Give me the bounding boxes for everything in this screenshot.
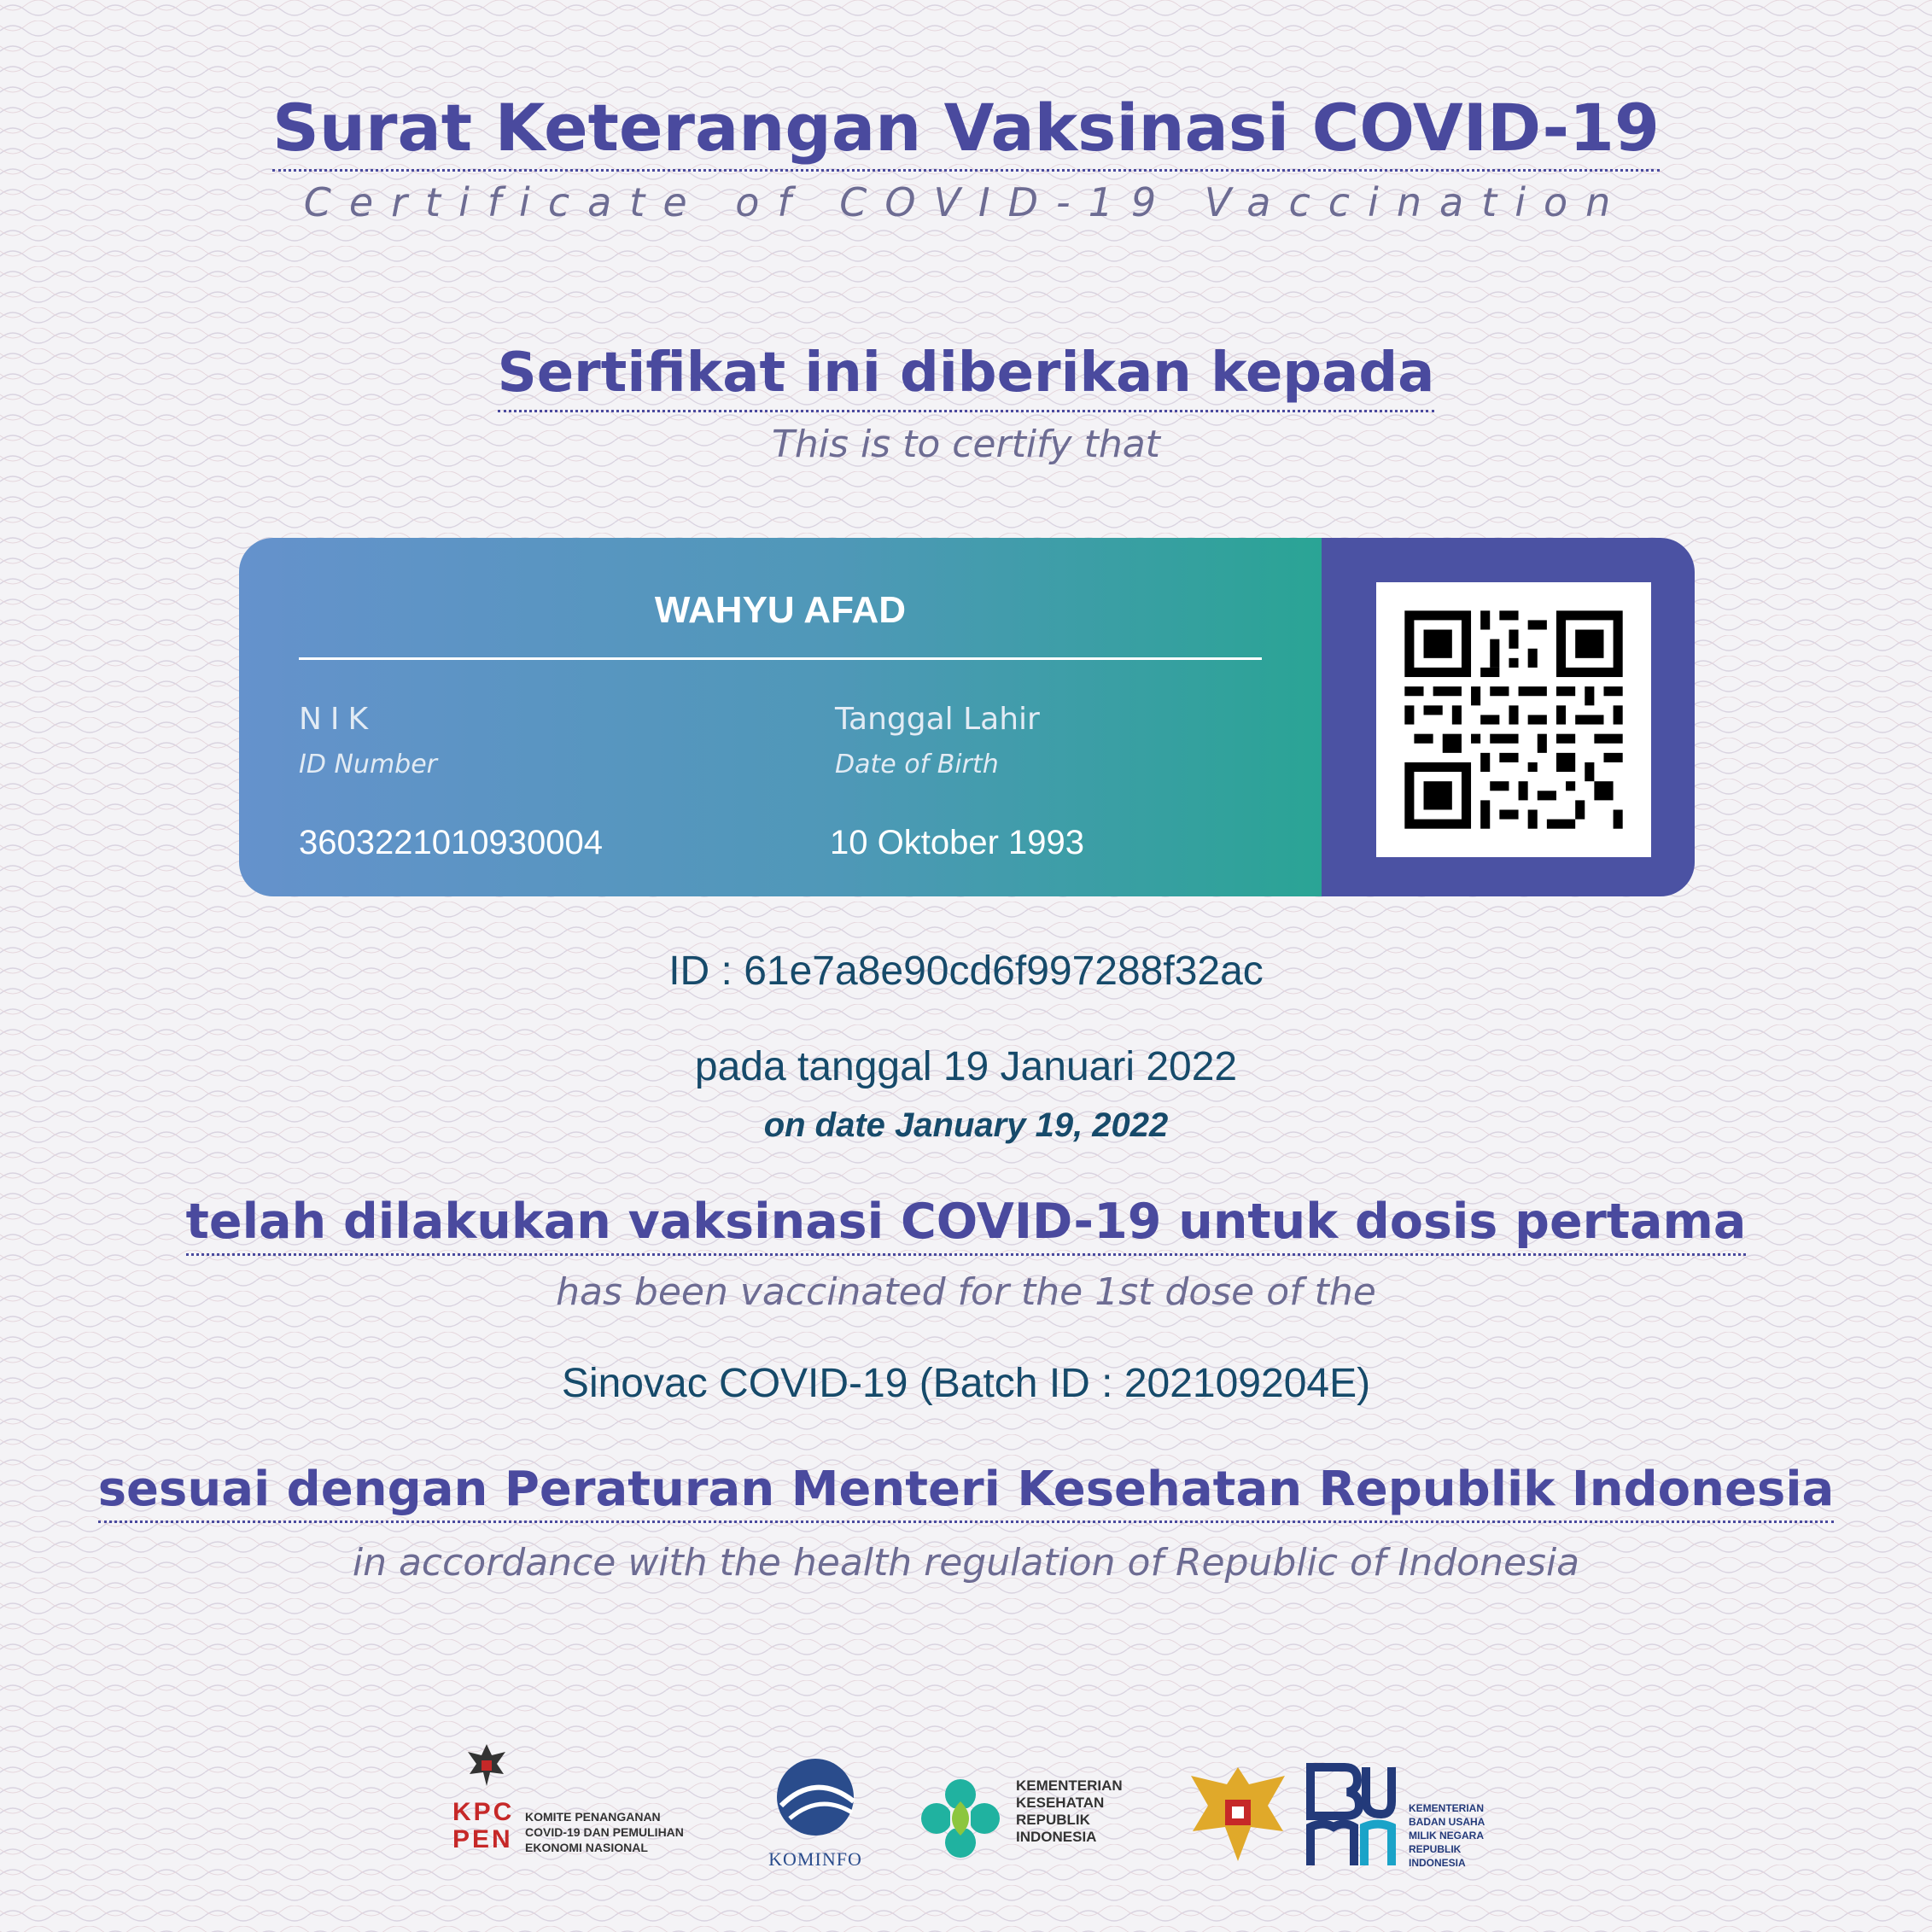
kominfo-icon: [768, 1754, 862, 1840]
nik-label-en: ID Number: [299, 750, 437, 779]
dose-statement-en: has been vaccinated for the 1st dose of the: [556, 1270, 1376, 1314]
garuda-pancasila-icon: [1182, 1759, 1293, 1870]
title-id: Surat Keterangan Vaksinasi COVID-19: [272, 90, 1660, 172]
qr-code[interactable]: [1376, 582, 1651, 857]
vaccination-date-en: on date January 19, 2022: [763, 1106, 1169, 1144]
holder-name: WAHYU AFAD: [654, 589, 907, 631]
regulation-statement-en: in accordance with the health regulation of Republic of Indonesia: [352, 1541, 1580, 1585]
bumn-icon: [1306, 1763, 1396, 1870]
holder-info-panel: [239, 538, 1322, 896]
garuda-icon: [461, 1740, 512, 1791]
intro-heading: Sertifikat ini diberikan kepada: [0, 341, 1932, 412]
kominfo-text: KOMINFO: [768, 1848, 862, 1870]
vaccine-batch: Sinovac COVID-19 (Batch ID : 202109204E): [561, 1361, 1371, 1406]
kemenkes-logo: KEMENTERIAN KESEHATAN REPUBLIK INDONESIA: [918, 1776, 1140, 1870]
certificate-title-en: Certificate of COVID-19 Vaccination: [303, 179, 1629, 225]
nik-label: NIK: [299, 702, 377, 737]
pen-text: PEN: [452, 1825, 513, 1853]
kpcpen-logo: KPC PEN KOMITE PENANGANAN COVID-19 DAN PEMULIHAN EKONOMI NASIONAL: [444, 1740, 709, 1868]
regulation-statement: sesuai dengan Peraturan Menteri Kesehatan Republik Indonesia: [0, 1462, 1932, 1523]
intro-subheading: This is to certify that: [772, 423, 1160, 466]
garuda-pancasila-logo: [1182, 1759, 1293, 1870]
kpc-text: KPC: [452, 1798, 515, 1826]
vaccination-date: pada tanggal 19 Januari 2022: [694, 1044, 1238, 1089]
qr-code-icon: [1376, 582, 1651, 857]
dose-statement: telah dilakukan vaksinasi COVID-19 untuk dosis pertama: [0, 1194, 1932, 1256]
dob-label-en: Date of Birth: [835, 750, 999, 779]
kemenkes-icon: [918, 1776, 1003, 1861]
nik-value: 3603221010930004: [299, 824, 603, 861]
holder-card: [239, 538, 1695, 896]
certificate-id: ID : 61e7a8e90cd6f997288f32ac: [668, 948, 1264, 994]
name-divider: [299, 657, 1262, 660]
kominfo-logo: [756, 1754, 875, 1874]
bumn-logo: KEMENTERIAN BADAN USAHA MILIK NEGARA REPUBLIK INDONESIA: [1306, 1763, 1503, 1874]
dob-label: Tanggal Lahir: [835, 702, 1040, 737]
certificate-title: [0, 90, 1932, 172]
dob-value: 10 Oktober 1993: [830, 824, 1084, 861]
qr-panel: [1322, 538, 1695, 896]
